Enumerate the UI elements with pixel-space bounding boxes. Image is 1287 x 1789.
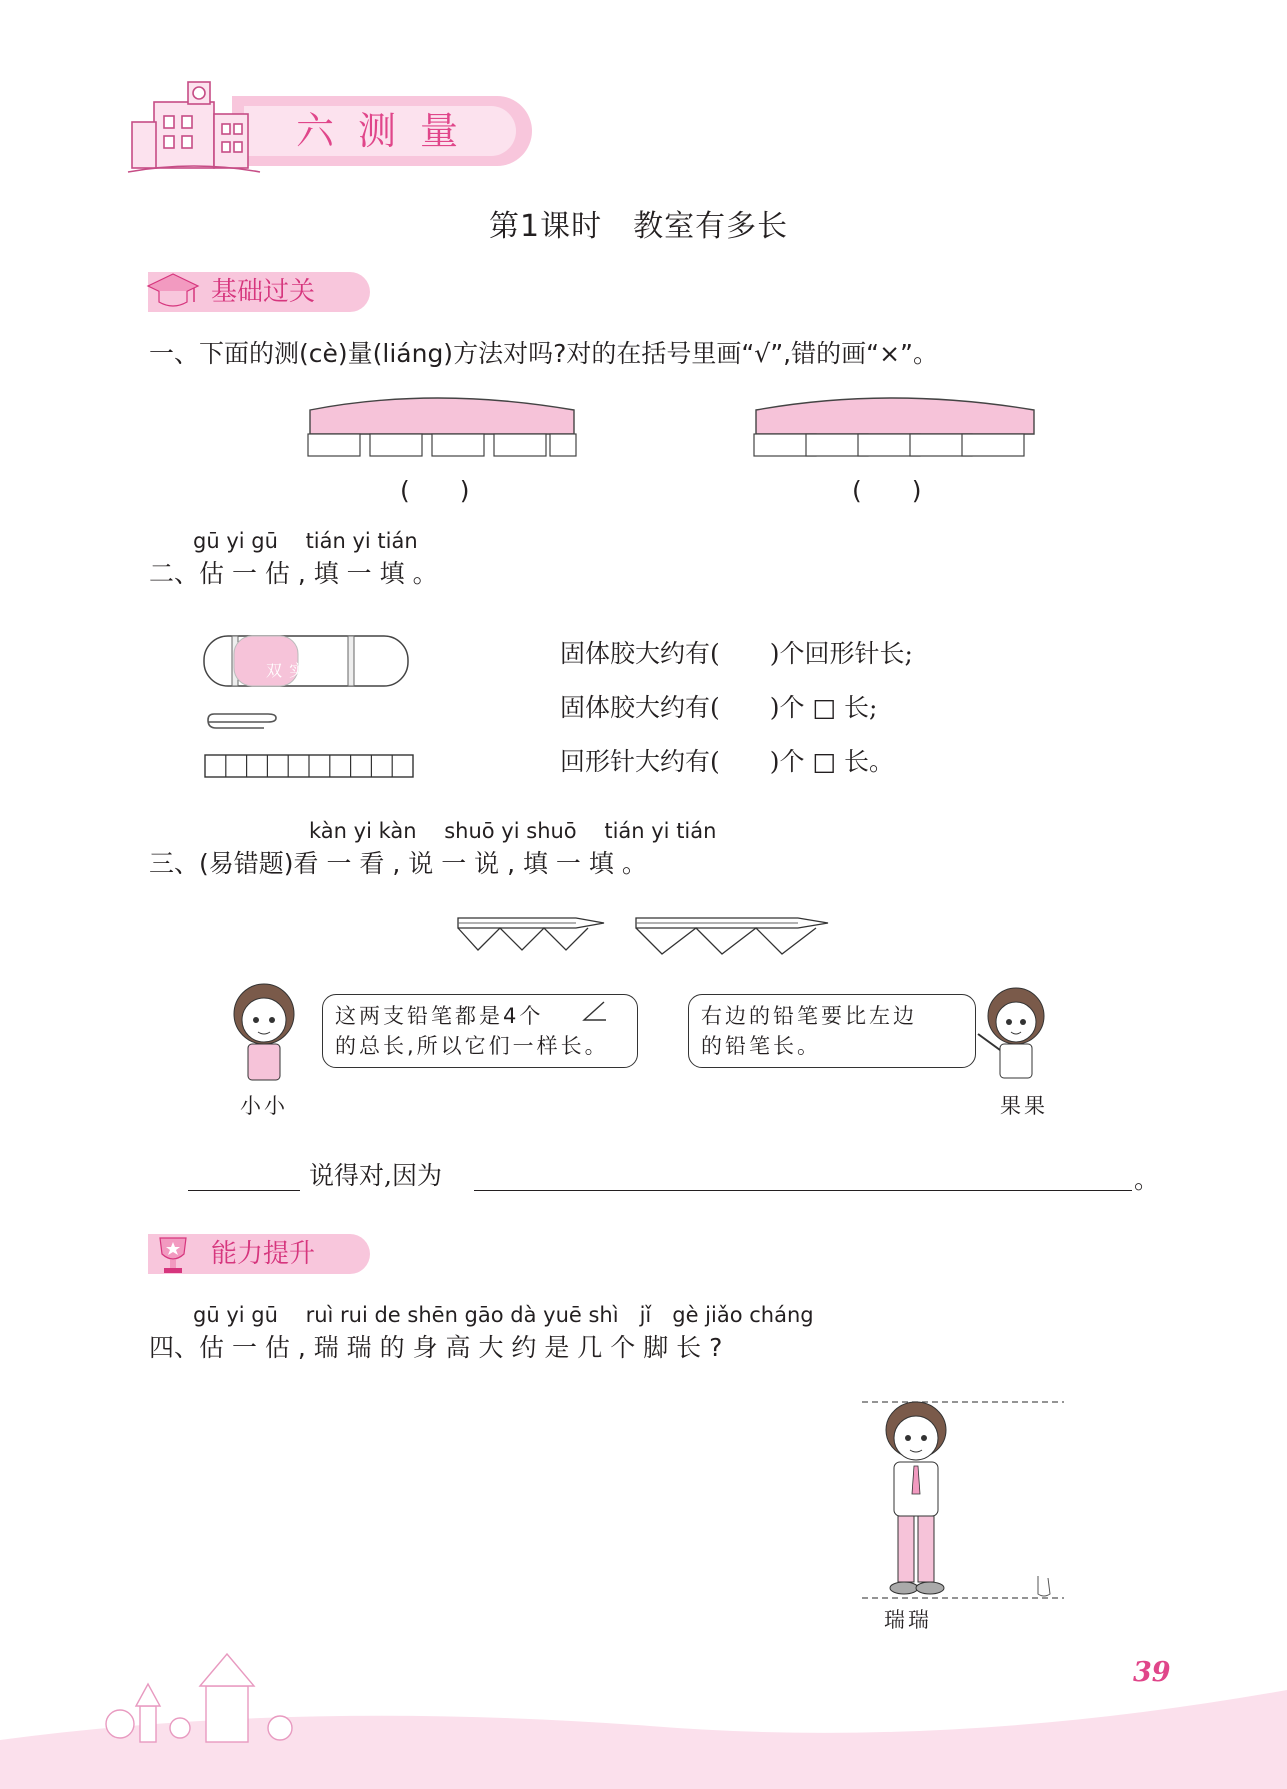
girl-xiaoxiao-illustration: [224, 980, 306, 1086]
lesson-title: 第1课时 教室有多长: [489, 209, 789, 244]
trophy-icon: [150, 1232, 196, 1278]
boy-ruirui-illustration: [858, 1394, 1066, 1604]
section-label-basic: 基础过关: [211, 277, 316, 307]
bubble-xiaoxiao-line-1: 这两支铅笔都是4个: [335, 1004, 544, 1028]
question-4-text: 四、估 一 估 , 瑞 瑞 的 身 高 大 约 是 几 个 脚 长 ?: [149, 1333, 723, 1362]
pencil-left-with-triangles: [456, 912, 606, 956]
ten-squares-ruler: [204, 752, 418, 782]
answer-blank-reason[interactable]: [474, 1160, 1132, 1191]
answer-blank-who[interactable]: [188, 1160, 300, 1191]
desk-measured-with-gaps: [304, 392, 580, 466]
answer-paren-right[interactable]: ( ): [852, 476, 922, 505]
pencil-right-with-triangles: [634, 912, 830, 960]
answer-period: 。: [1134, 1165, 1160, 1194]
name-ruirui: 瑞瑞: [884, 1608, 932, 1632]
question-4-pinyin: gū yi gū ruì rui de shēn gāo dà yuē shì jǐ gè jiǎo cháng: [193, 1303, 814, 1327]
triangle-icon: [580, 1000, 608, 1022]
bubble-guoguo-line-1: 右边的铅笔要比左边: [701, 1004, 917, 1028]
estimate-line-1: 固体胶大约有( )个回形针长;: [560, 639, 913, 668]
school-building-icon: [124, 72, 264, 180]
footer-wave-decoration: [0, 1640, 1287, 1789]
question-2-text: 二、估 一 估 , 填 一 填 。: [149, 559, 438, 588]
estimate-line-2: 固体胶大约有( )个 □ 长;: [560, 693, 878, 722]
question-1-text: 一、下面的测(cè)量(liáng)方法对吗?对的在括号里画“√”,错的画“×”。: [149, 339, 938, 368]
chapter-title: 六测量: [296, 109, 483, 153]
glue-stick-watermark: 双 实 图: [266, 661, 330, 680]
question-3-pinyin: kàn yi kàn shuō yi shuō tián yi tián: [309, 819, 717, 843]
speech-bubble-guoguo: [688, 994, 976, 1068]
desk-measured-with-overlap: [750, 392, 1042, 466]
estimate-line-3: 回形针大约有( )个 □ 长。: [560, 747, 895, 776]
bubble-guoguo-line-2: 的铅笔长。: [701, 1034, 821, 1058]
answer-said-correct: 说得对,因为: [309, 1161, 442, 1190]
bubble-xiaoxiao-line-2: 的总长,所以它们一样长。: [335, 1034, 609, 1058]
question-3-text: 三、(易错题)看 一 看 , 说 一 说 , 填 一 填 。: [149, 849, 647, 878]
section-label-advanced: 能力提升: [211, 1239, 316, 1269]
answer-paren-left[interactable]: ( ): [400, 476, 470, 505]
graduation-cap-icon: [146, 268, 200, 314]
question-2-pinyin: gū yi gū tián yi tián: [193, 529, 418, 553]
page-number: 39: [1133, 1657, 1171, 1688]
girl-guoguo-illustration: [970, 984, 1058, 1084]
name-xiaoxiao: 小小: [240, 1094, 288, 1118]
paper-clip-image: [204, 710, 280, 734]
name-guoguo: 果果: [1000, 1094, 1048, 1118]
